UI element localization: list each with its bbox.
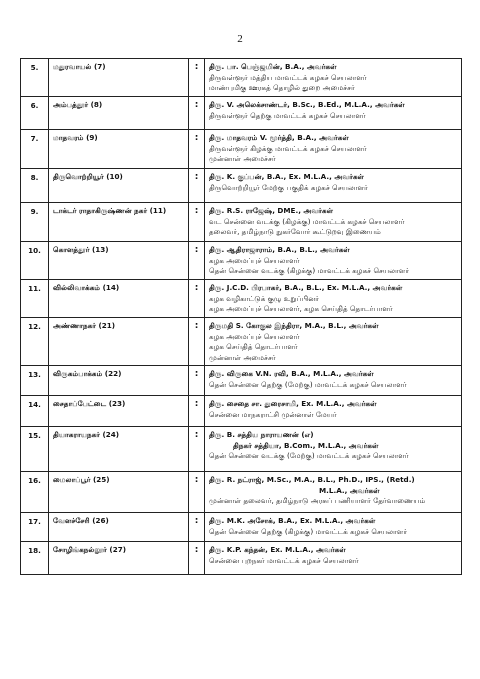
constituency-name: அம்பத்தூர் (8) <box>49 97 189 130</box>
serial-number: 5. <box>21 59 49 97</box>
candidate-details <box>205 242 462 280</box>
table-row <box>21 396 462 427</box>
table-row <box>21 366 462 396</box>
constituency-name: விருகம்பாக்கம் (22) <box>49 366 189 396</box>
candidate-name: திரு. மாதவரம் V. மூர்த்தி, B.A., அவர்கள் <box>209 133 349 142</box>
separator-colon: : <box>189 169 205 203</box>
candidate-designation: கழக அமைப்புச் செயலாளர் <box>209 255 300 265</box>
candidate-name: திரு. பா. பெஞ்ஜமின், B.A., அவர்கள் <box>209 62 337 71</box>
table-row <box>21 169 462 203</box>
table-row <box>21 513 462 542</box>
candidate-name: திருமதி S. கோகுல இந்திரா, M.A., B.L., அவர்கள் <box>209 321 379 330</box>
candidate-designation: கழக வழிகாட்டுக் குழு உறுப்பினர் <box>209 293 320 303</box>
constituency-name: டாக்டர் ராதாகிருஷ்ணன் நகர் (11) <box>49 203 189 242</box>
table-row <box>21 203 462 242</box>
table-row <box>21 542 462 575</box>
candidate-designation: மாண்புமிகு ஊரகத் தொழில் துறை அமைச்சர் <box>209 83 355 92</box>
candidate-details <box>205 542 462 575</box>
table-row <box>21 130 462 169</box>
candidate-designation: தென் சென்னை தெற்கு (மேற்கு) மாவட்டக் கழகச் செயலாளர் <box>209 379 407 389</box>
separator-colon: : <box>189 59 205 97</box>
candidate-designation: தென் சென்னை வடக்கு (மேற்கு) மாவட்டக் கழகச் செயலாளர் <box>209 451 409 460</box>
candidate-designation: முன்னாள் தலைவர், தமிழ்நாடு அரசுப் பணியாளர் தேர்வாணையம் <box>209 496 426 505</box>
candidate-table <box>20 58 462 575</box>
serial-number: 14. <box>21 396 49 427</box>
serial-number: 13. <box>21 366 49 396</box>
candidate-details <box>205 130 462 169</box>
candidate-name: திரு. R.S. ராஜேஷ், DME., அவர்கள் <box>209 206 334 215</box>
candidate-designation: திருவள்ளூர் கிழக்கு மாவட்டக் கழகச் செயலாளர் <box>209 143 367 153</box>
candidate-designation: சென்னை மாநகராட்சி முன்னாள் மேயர் <box>209 409 337 419</box>
serial-number: 11. <box>21 280 49 318</box>
table-row <box>21 280 462 318</box>
candidate-name: திரு. விருகை V.N. ரவி, B.A., M.L.A., அவர்கள் <box>209 369 374 378</box>
candidate-details <box>205 396 462 427</box>
candidate-details <box>205 427 462 472</box>
serial-number: 12. <box>21 318 49 366</box>
candidate-name: திரு. K.P. கந்தன், Ex. M.L.A., அவர்கள் <box>209 545 346 554</box>
serial-number: 8. <box>21 169 49 203</box>
table-row <box>21 242 462 280</box>
separator-colon: : <box>189 97 205 130</box>
candidate-designation: திருவொற்றியூர் மேற்கு பகுதிக் கழகச் செயலாளர் <box>209 182 368 192</box>
table-row <box>21 59 462 97</box>
constituency-name: மாதவரம் (9) <box>49 130 189 169</box>
separator-colon: : <box>189 130 205 169</box>
separator-colon: : <box>189 242 205 280</box>
table-row <box>21 472 462 513</box>
candidate-details <box>205 59 462 97</box>
serial-number: 6. <box>21 97 49 130</box>
serial-number: 16. <box>21 472 49 513</box>
candidate-designation: வட சென்னை வடக்கு (கிழக்கு) மாவட்டக் கழகச் செயலாளர் <box>209 216 405 226</box>
candidate-details <box>205 97 462 130</box>
serial-number: 15. <box>21 427 49 472</box>
serial-number: 10. <box>21 242 49 280</box>
table-row <box>21 427 462 472</box>
candidate-designation: முன்னாள் அமைச்சர் <box>209 352 276 362</box>
candidate-details <box>205 366 462 396</box>
separator-colon: : <box>189 542 205 575</box>
separator-colon: : <box>189 203 205 242</box>
candidate-designation: தென் சென்னை வடக்கு (கிழக்கு) மாவட்டக் கழகச் செயலாளர் <box>209 266 410 275</box>
separator-colon: : <box>189 472 205 513</box>
candidate-name: திரு. சைதை சா. துரைசாமி, Ex. M.L.A., அவர்கள் <box>209 399 377 408</box>
separator-colon: : <box>189 513 205 542</box>
table-row <box>21 97 462 130</box>
serial-number: 17. <box>21 513 49 542</box>
candidate-designation: முன்னாள் அமைச்சர் <box>209 154 276 163</box>
separator-colon: : <box>189 366 205 396</box>
candidate-name: திரு. K. குப்பன், B.A., Ex. M.L.A., அவர்கள் <box>209 172 365 181</box>
separator-colon: : <box>189 427 205 472</box>
candidate-designation: திநகர் சத்தியா, B.Com., M.L.A., அவர்கள் <box>233 440 379 450</box>
table-row <box>21 318 462 366</box>
serial-number: 7. <box>21 130 49 169</box>
candidate-designation: திருவள்ளூர் தெற்கு மாவட்டக் கழகச் செயலாளர் <box>209 110 366 120</box>
candidate-designation: திருவள்ளூர் மத்திய மாவட்டக் கழகச் செயலாளர் <box>209 72 367 82</box>
constituency-name: திருவொற்றியூர் (10) <box>49 169 189 203</box>
candidate-details <box>205 203 462 242</box>
candidate-name: திரு. V. அலெக்சாண்டர், B.Sc., B.Ed., M.L.A., அவர்கள் <box>209 100 405 109</box>
candidate-name: திரு. B. சத்திய நாராயணன் (எ) <box>209 430 314 439</box>
constituency-name: அண்ணாநகர் (21) <box>49 318 189 366</box>
serial-number: 18. <box>21 542 49 575</box>
constituency-name: கொளத்தூர் (13) <box>49 242 189 280</box>
constituency-name: வேளச்சேரி (26) <box>49 513 189 542</box>
candidate-name: திரு. M.K. அசோக், B.A., Ex. M.L.A., அவர்கள் <box>209 516 376 525</box>
constituency-name: மைலாப்பூர் (25) <box>49 472 189 513</box>
candidate-designation: தலைவர், தமிழ்நாடு நுகர்வோர் கூட்டுறவு இணையம் <box>209 227 381 236</box>
constituency-name: சோழிங்கநல்லூர் (27) <box>49 542 189 575</box>
constituency-name: சைதாப்பேட்டை (23) <box>49 396 189 427</box>
candidate-details <box>205 318 462 366</box>
separator-colon: : <box>189 318 205 366</box>
candidate-name: திரு. J.C.D. பிரபாகர், B.A., B.L., Ex. M.L.A., அவர்கள் <box>209 283 403 292</box>
page-number: 2 <box>237 33 243 45</box>
constituency-name: மதுரவாயல் (7) <box>49 59 189 97</box>
candidate-designation: கழக அமைப்புச் செயலாளர் <box>209 331 300 341</box>
candidate-details <box>205 169 462 203</box>
candidate-designation: M.L.A., அவர்கள் <box>319 485 380 495</box>
constituency-name: தியாகராயநகர் (24) <box>49 427 189 472</box>
candidate-name: திரு. R. நட்ராஜ், M.Sc., M.A., B.L., Ph.D., IPS., (Retd.) <box>209 475 415 484</box>
separator-colon: : <box>189 396 205 427</box>
candidate-designation: சென்னை புறநகர் மாவட்டக் கழகச் செயலாளர் <box>209 555 359 565</box>
candidate-designation: கழக அமைப்புச் செயலாளர், கழக செய்தித் தொடர்பாளர் <box>209 304 393 313</box>
candidate-details <box>205 472 462 513</box>
serial-number: 9. <box>21 203 49 242</box>
candidate-designation: கழக செய்தித் தொடர்பாளர் <box>209 342 298 351</box>
candidate-details <box>205 280 462 318</box>
candidate-name: திரு. ஆதிராஜாராம், B.A., B.L., அவர்கள் <box>209 245 350 254</box>
separator-colon: : <box>189 280 205 318</box>
constituency-name: வில்லிவாக்கம் (14) <box>49 280 189 318</box>
candidate-designation: தென் சென்னை தெற்கு (கிழக்கு) மாவட்டக் கழகச் செயலாளர் <box>209 526 408 536</box>
candidate-details <box>205 513 462 542</box>
